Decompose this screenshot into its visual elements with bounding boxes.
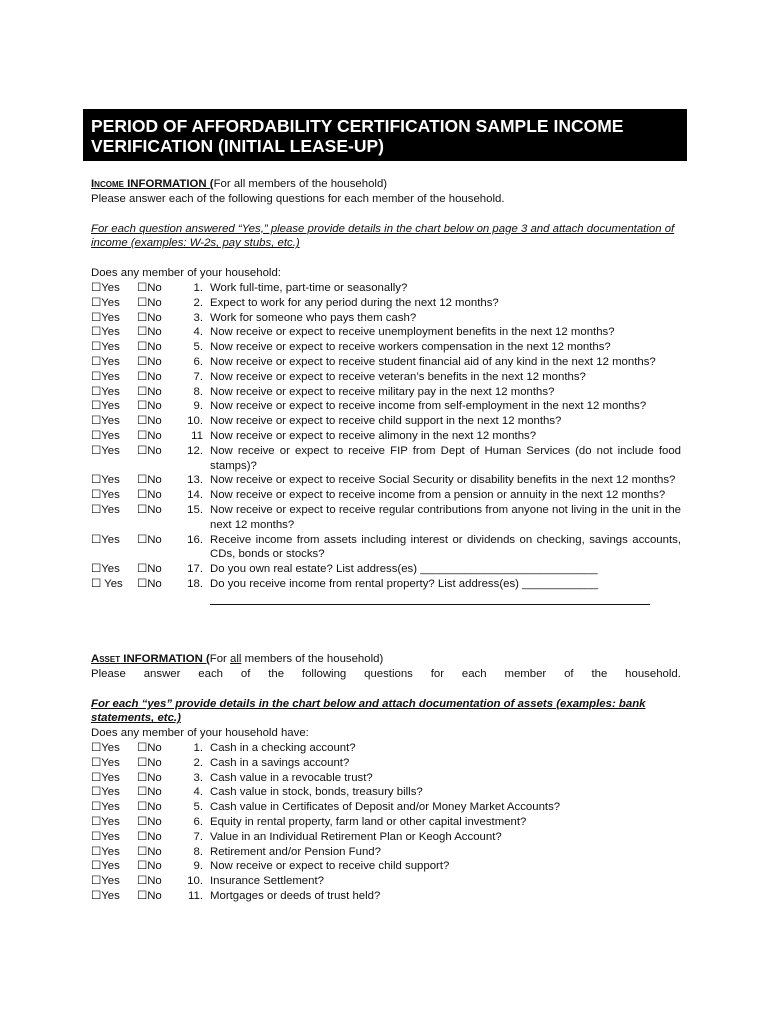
income-question-row xyxy=(91,473,681,488)
income-question-row xyxy=(91,429,681,444)
no-checkbox[interactable]: ☐No xyxy=(137,889,162,902)
yes-checkbox[interactable]: ☐Yes xyxy=(91,845,120,858)
no-checkbox[interactable]: ☐No xyxy=(137,756,162,769)
yes-checkbox[interactable]: ☐Yes xyxy=(91,815,120,828)
asset-subtext-word: of xyxy=(240,667,251,680)
question-text: Cash value in a revocable trust? xyxy=(210,771,373,784)
question-text: Now receive or expect to receive income from a pension or annuity in the next 12 months? xyxy=(210,489,666,502)
question-text: Do you own real estate? List address(es) ____________________________ xyxy=(210,563,598,576)
asset-heading xyxy=(91,652,681,667)
asset-question-row xyxy=(91,874,681,889)
yes-checkbox[interactable]: ☐Yes xyxy=(91,400,120,413)
income-section xyxy=(91,177,681,605)
no-checkbox[interactable]: ☐No xyxy=(137,474,162,487)
question-text: Now receive or expect to receive military pay in the next 12 months? xyxy=(210,385,555,398)
income-question-row xyxy=(91,444,681,474)
no-checkbox[interactable]: ☐No xyxy=(137,400,162,413)
asset-heading-for: For xyxy=(209,653,231,665)
income-question-row xyxy=(91,562,681,577)
no-checkbox[interactable]: ☐No xyxy=(137,860,162,873)
yes-checkbox[interactable]: ☐Yes xyxy=(91,326,120,339)
question-number: 6. xyxy=(193,815,203,828)
income-prompt: Does any member of your household: xyxy=(91,267,281,280)
question-number: 18. xyxy=(187,577,203,590)
question-text: Now receive or expect to receive income from self-employment in the next 12 months? xyxy=(210,400,647,413)
income-question-row xyxy=(91,488,681,503)
asset-prompt: Does any member of your household have: xyxy=(91,727,309,740)
question-text: Mortgages or deeds of trust held? xyxy=(210,889,381,902)
income-instruction: For each question answered “Yes,” please provide details in the chart below on page 3 and attach documentation of income (examples: W-2s, pay stubs, etc.) xyxy=(91,222,675,250)
question-number: 2. xyxy=(193,756,203,769)
no-checkbox[interactable]: ☐No xyxy=(137,341,162,354)
no-checkbox[interactable]: ☐No xyxy=(137,801,162,814)
title-line-2: VERIFICATION (INITIAL LEASE-UP) xyxy=(91,136,384,156)
question-text: Equity in rental property, farm land or other capital investment? xyxy=(210,815,527,828)
income-question-row xyxy=(91,296,681,311)
asset-question-row xyxy=(91,800,681,815)
no-checkbox[interactable]: ☐No xyxy=(137,281,162,294)
yes-checkbox[interactable]: ☐Yes xyxy=(91,474,120,487)
yes-checkbox[interactable]: ☐Yes xyxy=(91,415,120,428)
question-number: 3. xyxy=(193,771,203,784)
question-number: 15. xyxy=(187,503,203,516)
income-blank-line xyxy=(210,592,650,605)
question-text: Now receive or expect to receive veteran’s benefits in the next 12 months? xyxy=(210,370,586,383)
question-text: Receive income from assets including interest or dividends on checking, savings accounts, CDs, bonds or stocks? xyxy=(210,533,681,561)
income-heading-rest: For all members of the household) xyxy=(213,178,388,190)
yes-checkbox[interactable]: ☐Yes xyxy=(91,741,120,754)
yes-checkbox[interactable]: ☐Yes xyxy=(91,771,120,784)
asset-subtext-word: the xyxy=(591,667,608,680)
income-question-row xyxy=(91,311,681,326)
yes-checkbox[interactable]: ☐Yes xyxy=(91,489,120,502)
yes-checkbox[interactable]: ☐Yes xyxy=(91,533,120,546)
income-question-row xyxy=(91,577,681,592)
no-checkbox[interactable]: ☐No xyxy=(137,385,162,398)
question-number: 1. xyxy=(193,741,203,754)
no-checkbox[interactable]: ☐No xyxy=(137,296,162,309)
asset-subtext-word: member xyxy=(504,667,547,680)
no-checkbox[interactable]: ☐No xyxy=(137,786,162,799)
yes-checkbox[interactable]: ☐Yes xyxy=(91,830,120,843)
question-text: Value in an Individual Retirement Plan or Keogh Account? xyxy=(210,830,502,843)
question-number: 7. xyxy=(193,370,203,383)
yes-checkbox[interactable]: ☐Yes xyxy=(91,444,120,457)
question-text: Now receive or expect to receive unemployment benefits in the next 12 months? xyxy=(210,326,615,339)
income-question-row xyxy=(91,281,681,296)
asset-section xyxy=(91,652,681,904)
yes-checkbox[interactable]: ☐Yes xyxy=(91,563,120,576)
income-question-row xyxy=(91,355,681,370)
income-question-row xyxy=(91,503,681,533)
question-text: Work full-time, part-time or seasonally? xyxy=(210,281,408,294)
no-checkbox[interactable]: ☐No xyxy=(137,444,162,457)
asset-subtext-word: each xyxy=(198,667,223,680)
yes-checkbox[interactable]: ☐Yes xyxy=(91,311,120,324)
asset-subtext-word: each xyxy=(461,667,487,680)
asset-subtext-word: for xyxy=(430,667,445,680)
income-question-row xyxy=(91,370,681,385)
asset-subtext-word: following xyxy=(301,667,347,680)
yes-checkbox[interactable]: ☐Yes xyxy=(91,889,120,902)
asset-heading-bold: INFORMATION ( xyxy=(120,653,210,665)
no-checkbox[interactable]: ☐No xyxy=(137,355,162,368)
asset-question-row xyxy=(91,815,681,830)
asset-question-row xyxy=(91,845,681,860)
question-text: Now receive or expect to receive workers compensation in the next 12 months? xyxy=(210,341,611,354)
yes-checkbox[interactable]: ☐Yes xyxy=(91,875,120,888)
asset-heading-rest: members of the household) xyxy=(241,653,384,665)
no-checkbox[interactable]: ☐No xyxy=(137,326,162,339)
question-number: 16. xyxy=(187,533,203,546)
question-number: 9. xyxy=(193,860,203,873)
asset-subtext xyxy=(91,667,681,682)
question-text: Now receive or expect to receive child support in the next 12 months? xyxy=(210,415,562,428)
title-line-1: PERIOD OF AFFORDABILITY CERTIFICATION SAMPLE INCOME xyxy=(91,116,624,136)
question-text: Retirement and/or Pension Fund? xyxy=(210,845,381,858)
question-number: 13. xyxy=(187,474,203,487)
asset-subtext-word: household. xyxy=(625,667,681,680)
yes-checkbox[interactable]: ☐ Yes xyxy=(91,577,123,590)
yes-checkbox[interactable]: ☐Yes xyxy=(91,786,120,799)
asset-subtext-word: answer xyxy=(143,667,181,680)
income-question-row xyxy=(91,414,681,429)
asset-question-row xyxy=(91,859,681,874)
asset-question-row xyxy=(91,756,681,771)
asset-question-row xyxy=(91,785,681,800)
yes-checkbox[interactable]: ☐Yes xyxy=(91,355,120,368)
asset-subtext-word: the xyxy=(268,667,285,680)
no-checkbox[interactable]: ☐No xyxy=(137,741,162,754)
no-checkbox[interactable]: ☐No xyxy=(137,815,162,828)
question-text: Now receive or expect to receive student financial aid of any kind in the next 12 months? xyxy=(210,355,656,368)
question-number: 7. xyxy=(193,830,203,843)
income-question-row xyxy=(91,399,681,414)
question-number: 9. xyxy=(193,400,203,413)
asset-question-row xyxy=(91,830,681,845)
question-text: Now receive or expect to receive child support? xyxy=(210,860,450,873)
question-number: 3. xyxy=(193,311,203,324)
asset-instruction: For each “yes” provide details in the chart below and attach documentation of assets (examples: bank statements, etc.) xyxy=(91,697,646,725)
income-heading-caps: Income xyxy=(91,178,124,190)
income-question-list xyxy=(91,281,681,592)
question-number: 12. xyxy=(187,444,203,457)
no-checkbox[interactable]: ☐No xyxy=(137,771,162,784)
question-text: Cash value in Certificates of Deposit and/or Money Market Accounts? xyxy=(210,801,561,814)
question-text: Work for someone who pays them cash? xyxy=(210,311,417,324)
question-text: Now receive or expect to receive FIP from Dept of Human Services (do not include food stamps)? xyxy=(210,444,681,472)
yes-checkbox[interactable]: ☐Yes xyxy=(91,429,120,442)
question-number: 1. xyxy=(193,281,203,294)
question-text: Cash in a savings account? xyxy=(210,756,350,769)
question-number: 8. xyxy=(193,385,203,398)
no-checkbox[interactable]: ☐No xyxy=(137,415,162,428)
question-number: 10. xyxy=(187,875,203,888)
yes-checkbox[interactable]: ☐Yes xyxy=(91,296,120,309)
question-text: Now receive or expect to receive alimony in the next 12 months? xyxy=(210,429,537,442)
asset-question-row xyxy=(91,771,681,786)
question-text: Now receive or expect to receive Social Security or disability benefits in the next 12 months? xyxy=(210,474,676,487)
asset-subtext-word: Please xyxy=(91,667,126,680)
question-number: 5. xyxy=(193,341,203,354)
no-checkbox[interactable]: ☐No xyxy=(137,503,162,516)
asset-heading-caps: Asset xyxy=(91,653,121,665)
question-number: 4. xyxy=(193,786,203,799)
asset-question-list xyxy=(91,741,681,904)
income-heading-bold: INFORMATION ( xyxy=(123,178,214,190)
asset-question-row xyxy=(91,741,681,756)
question-number: 5. xyxy=(193,801,203,814)
income-subtext: Please answer each of the following questions for each member of the household. xyxy=(91,192,505,205)
form-title xyxy=(83,109,687,161)
income-heading xyxy=(91,177,681,192)
question-text: Now receive or expect to receive regular contributions from anyone not living in the unit in the next 12 months? xyxy=(210,503,681,531)
no-checkbox[interactable]: ☐No xyxy=(137,845,162,858)
yes-checkbox[interactable]: ☐Yes xyxy=(91,860,120,873)
question-number: 11. xyxy=(188,889,203,902)
question-number: 14. xyxy=(187,489,203,502)
question-text: Do you receive income from rental property? List address(es) ____________ xyxy=(210,577,599,590)
no-checkbox[interactable]: ☐No xyxy=(137,563,162,576)
asset-subtext-word: questions xyxy=(364,667,413,680)
asset-subtext-word: of xyxy=(564,667,574,680)
question-number: 6. xyxy=(193,355,203,368)
no-checkbox[interactable]: ☐No xyxy=(137,533,162,546)
question-number: 17. xyxy=(187,563,203,576)
question-text: Cash in a checking account? xyxy=(210,741,356,754)
no-checkbox[interactable]: ☐No xyxy=(137,577,162,590)
income-question-row xyxy=(91,385,681,400)
yes-checkbox[interactable]: ☐Yes xyxy=(91,801,120,814)
question-number: 8. xyxy=(193,845,203,858)
question-text: Expect to work for any period during the next 12 months? xyxy=(210,296,499,309)
question-number: 10. xyxy=(187,415,203,428)
question-text: Insurance Settlement? xyxy=(210,875,324,888)
yes-checkbox[interactable]: ☐Yes xyxy=(91,281,120,294)
no-checkbox[interactable]: ☐No xyxy=(137,311,162,324)
question-number: 11 xyxy=(191,429,203,442)
income-question-row xyxy=(91,340,681,355)
no-checkbox[interactable]: ☐No xyxy=(137,370,162,383)
yes-checkbox[interactable]: ☐Yes xyxy=(91,385,120,398)
asset-heading-all: all xyxy=(230,653,242,665)
no-checkbox[interactable]: ☐No xyxy=(137,830,162,843)
yes-checkbox[interactable]: ☐Yes xyxy=(91,756,120,769)
no-checkbox[interactable]: ☐No xyxy=(137,429,162,442)
no-checkbox[interactable]: ☐No xyxy=(137,875,162,888)
question-number: 2. xyxy=(193,296,203,309)
asset-question-row xyxy=(91,889,681,904)
yes-checkbox[interactable]: ☐Yes xyxy=(91,370,120,383)
no-checkbox[interactable]: ☐No xyxy=(137,489,162,502)
income-question-row xyxy=(91,325,681,340)
income-question-row xyxy=(91,533,681,563)
yes-checkbox[interactable]: ☐Yes xyxy=(91,503,120,516)
question-text: Cash value in stock, bonds, treasury bills? xyxy=(210,786,423,799)
question-number: 4. xyxy=(193,326,203,339)
yes-checkbox[interactable]: ☐Yes xyxy=(91,341,120,354)
